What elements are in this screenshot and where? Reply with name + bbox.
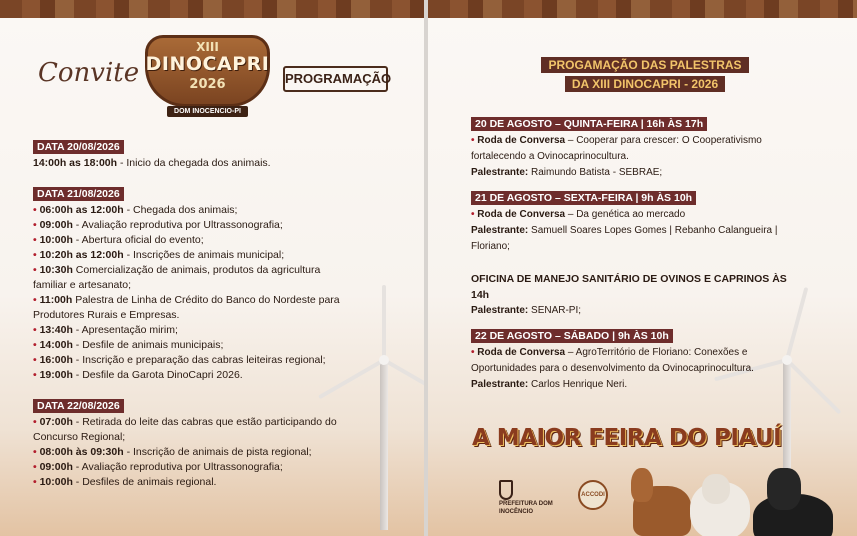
schedule-text: - Inscrições de animais municipal; [123,249,285,261]
schedule-item [33,293,353,323]
schedule-text: - Chegada dos animais; [123,204,238,216]
talk-kind: Roda de Conversa [477,135,566,146]
wood-banner [428,0,857,18]
schedule-item [33,338,353,353]
schedule-text: - Avaliação reprodutiva por Ultrassonografia; [72,219,283,231]
talk-header: 22 DE AGOSTO – SÁBADO | 9h ÀS 10h [471,329,673,343]
schedule-item [33,233,353,248]
talk-kind: Roda de Conversa [477,209,566,220]
talks-title [521,56,769,94]
talk-kind: Roda de Conversa [477,347,566,358]
speaker-label: Palestrante: [471,305,529,316]
day-date: DATA 21/08/2026 [33,187,124,201]
programacao-button[interactable]: PROGRAMAÇÃO [283,66,388,92]
schedule-time: 16:00h [39,354,73,366]
schedule-time: 19:00h [39,369,73,381]
logo-name: DINOCAPRI [145,53,270,75]
schedule-time: 06:00h as 12:00h [39,204,124,216]
day-items [33,415,353,490]
schedule-text: Comercialização de animais, produtos da agricultura familiar e artesanato; [33,264,321,291]
slogan: A MAIOR FEIRA DO PIAUÍ [472,425,782,451]
invite-title: Convite [38,58,140,88]
schedule-text: Palestra de Linha de Crédito do Banco do Nordeste para Produtores Rurais e Empresas. [33,294,340,321]
schedule-text: - Desfile de animais municipais; [72,339,224,351]
bullet-icon: • [33,294,40,306]
schedule-text: - Inicio da chegada dos animais. [117,157,271,169]
bullet-icon: • [33,354,40,366]
bullet-icon: • [33,369,40,381]
schedule-item [33,415,353,445]
left-panel [0,0,424,536]
schedule-item [33,156,353,171]
speaker-label: Palestrante: [471,379,529,390]
talks-list [471,117,791,403]
bullet-icon: • [33,476,40,488]
wood-banner [0,0,424,18]
schedule-item [33,460,353,475]
speaker-label: Palestrante: [471,225,529,236]
schedule-item [33,323,353,338]
oficina-block [471,271,791,319]
accodi-logo: ACCODI [578,480,608,510]
schedule-time: 14:00h [39,339,73,351]
talk-desc: – Cooperar para crescer: O Cooperativismo fortalecendo a Ovinocaprinocultura. [471,135,762,162]
speaker-name: Raimundo Batista - SEBRAE; [528,167,663,178]
logo-city: DOM INOCENCIO-PI [167,106,248,117]
schedule-time: 07:00h [39,416,73,428]
schedule-item [33,368,353,383]
bullet-icon: • [33,219,40,231]
talk-block [471,329,791,393]
day-block [33,187,353,383]
oficina-title: OFICINA DE MANEJO SANITÁRIO DE OVINOS E CAPRINOS ÀS 14h [471,273,787,301]
talks-title-line1: PROGAMAÇÃO DAS PALESTRAS [541,57,748,73]
bullet-icon: • [33,204,40,216]
talks-title-line2: DA XIII DINOCAPRI - 2026 [565,76,725,92]
day-items [33,156,353,171]
schedule-time: 10:00h [39,234,73,246]
bullet-icon: • [471,209,478,220]
schedule-time: 14:00h as 18:00h [33,157,118,169]
bullet-icon: • [33,324,40,336]
bullet-icon: • [33,446,40,458]
bullet-icon: • [471,347,478,358]
schedule-text: - Desfile da Garota DinoCapri 2026. [72,369,243,381]
schedule [33,140,353,506]
schedule-text: - Avaliação reprodutiva por Ultrassonografia; [72,461,283,473]
schedule-time: 10:00h [39,476,73,488]
crest-icon [499,480,513,500]
prefeitura-logo-text: PREFEITURA DOM INOCÊNCIO [499,501,553,515]
talk-desc: – AgroTerritório de Floriano: Conexões e Oportunidades para o desenvolvimento da Ovinocaprinocultura. [471,347,754,374]
logo-year: 2026 [189,77,226,92]
day-block [33,399,353,490]
schedule-text: - Apresentação mirim; [72,324,178,336]
schedule-time: 10:30h [39,264,73,276]
talk-block [471,191,791,255]
schedule-time: 09:00h [39,219,73,231]
bullet-icon: • [33,249,40,261]
speaker-name: Carlos Henrique Neri. [528,379,628,390]
schedule-item [33,218,353,233]
bullet-icon: • [33,339,40,351]
day-items [33,203,353,383]
schedule-time: 11:00h [39,294,73,306]
day-date: DATA 22/08/2026 [33,399,124,413]
speaker-name: Samuell Soares Lopes Gomes | Rebanho Calangueira | Floriano; [471,225,778,252]
talk-header: 21 DE AGOSTO – SEXTA-FEIRA | 9h ÀS 10h [471,191,696,205]
talk-desc: – Da genética ao mercado [565,209,686,220]
day-date: DATA 20/08/2026 [33,140,124,154]
schedule-item [33,445,353,460]
schedule-text: - Desfiles de animais regional. [72,476,217,488]
talk-block [471,117,791,181]
talk-header: 20 DE AGOSTO – QUINTA-FEIRA | 16h ÀS 17h [471,117,707,131]
right-panel [428,0,857,536]
bullet-icon: • [33,234,40,246]
schedule-item [33,248,353,263]
day-block [33,140,353,171]
logo-edition: XIII [196,40,219,54]
schedule-item [33,353,353,368]
prefeitura-logo [499,480,567,515]
schedule-time: 10:20h as 12:00h [39,249,124,261]
speaker-label: Palestrante: [471,167,529,178]
bullet-icon: • [33,416,40,428]
schedule-text: - Abertura oficial do evento; [72,234,204,246]
schedule-time: 09:00h [39,461,73,473]
bullet-icon: • [471,135,478,146]
schedule-text: - Inscrição e preparação das cabras leiteiras regional; [72,354,326,366]
speaker-name: SENAR-PI; [528,305,582,316]
schedule-text: - Inscrição de animais de pista regional; [123,446,312,458]
schedule-time: 08:00h às 09:30h [39,446,124,458]
schedule-item [33,203,353,218]
bullet-icon: • [33,264,40,276]
bullet-icon: • [33,461,40,473]
schedule-text: - Retirada do leite das cabras que estão participando do Concurso Regional; [33,416,337,443]
schedule-time: 13:40h [39,324,73,336]
schedule-item [33,475,353,490]
dinocapri-logo [145,27,270,119]
schedule-item [33,263,353,293]
